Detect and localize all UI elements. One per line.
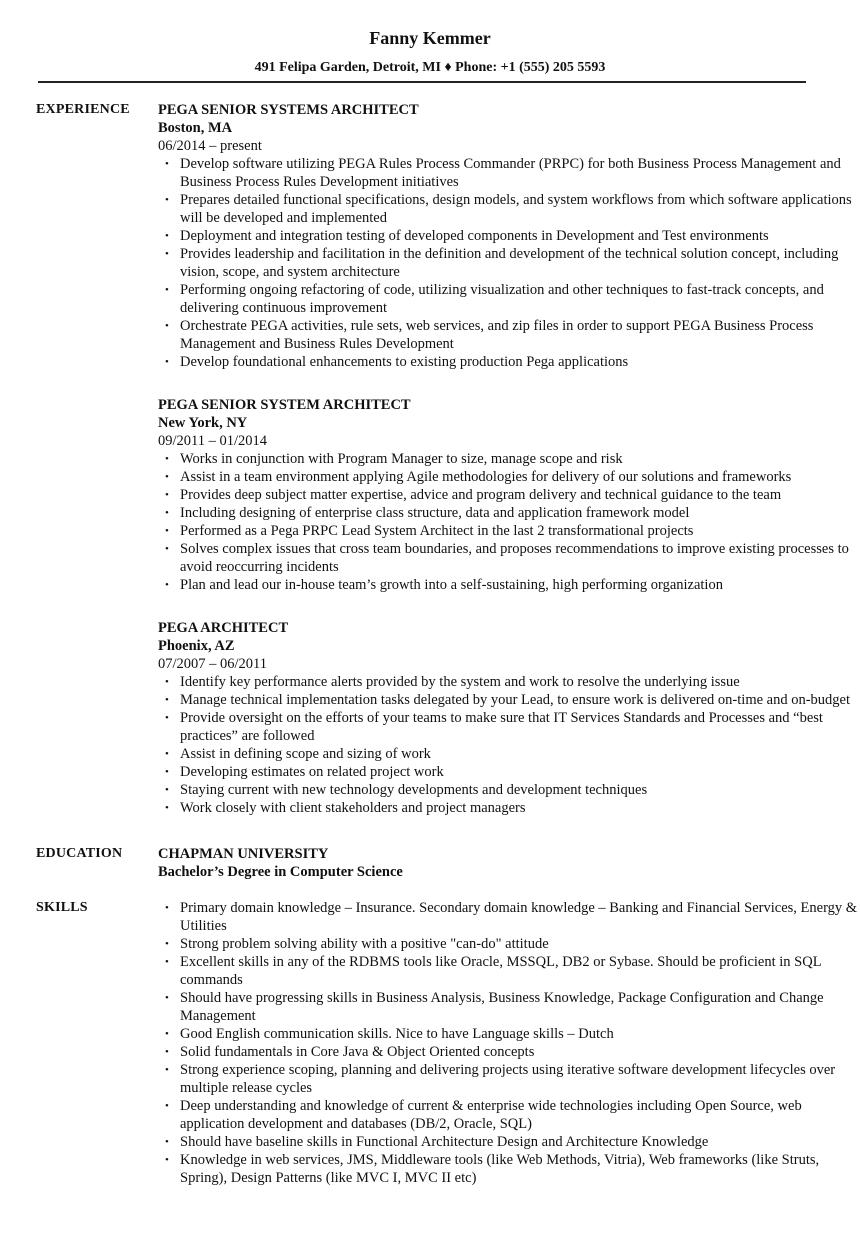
education-body: [158, 845, 860, 881]
job-bullets: [158, 155, 860, 371]
bullet-item: • Provides leadership and facilitation in the definition and development of the technical solution concept, including vision, scope, and system architecture: [158, 245, 860, 281]
bullet-item: • Assist in a team environment applying Agile methodologies for delivery of our solutions and frameworks: [158, 468, 860, 486]
degree: Bachelor’s Degree in Computer Science: [158, 864, 403, 880]
bullet-item: • Developing estimates on related project work: [158, 763, 860, 781]
bullet-item: • Manage technical implementation tasks delegated by your Lead, to ensure work is delivered on-time and on-budget: [158, 691, 860, 709]
job-dates: 09/2011 – 01/2014: [158, 433, 268, 449]
skills-body: [158, 899, 860, 1187]
bullet-item: • Develop software utilizing PEGA Rules Process Commander (PRPC) for both Business Process Management and Business Process Rules Development initiatives: [158, 155, 860, 191]
skill-item: • Knowledge in web services, JMS, Middleware tools (like Web Methods, Vitria), Web frameworks (like Struts, Spring), Design Patterns (like MVC I, MVC II etc): [158, 1151, 860, 1187]
job-entry: [158, 101, 860, 371]
skill-item: • Primary domain knowledge – Insurance. Secondary domain knowledge – Banking and Financial Services, Energy & Utilities: [158, 899, 860, 935]
school-name: CHAPMAN UNIVERSITY: [158, 846, 329, 862]
job-location: Boston, MA: [158, 120, 233, 136]
job-entry: [158, 619, 860, 817]
bullet-item: • Provides deep subject matter expertise, advice and program delivery and technical guidance to the team: [158, 486, 860, 504]
job-bullets: [158, 450, 860, 594]
bullet-item: • Orchestrate PEGA activities, rule sets, web services, and zip files in order to support PEGA Business Process Management and Business Rules Development: [158, 317, 860, 353]
contact-line: 491 Felipa Garden, Detroit, MI ♦ Phone: +1 (555) 205 5593: [254, 60, 606, 75]
bullet-item: • Identify key performance alerts provided by the system and work to resolve the underlying issue: [158, 673, 860, 691]
bullet-item: • Plan and lead our in-house team’s growth into a self-sustaining, high performing organization: [158, 576, 860, 594]
job-entry: [158, 396, 860, 594]
skills-heading: SKILLS: [36, 900, 88, 915]
bullet-item: • Prepares detailed functional specifications, design models, and system workflows from which software applications will be developed and implemented: [158, 191, 860, 227]
skills-list: [158, 899, 860, 1187]
job-bullets: [158, 673, 860, 817]
skills-section: [36, 899, 860, 1187]
education-heading: EDUCATION: [36, 846, 123, 861]
skill-item: • Strong problem solving ability with a positive "can-do" attitude: [158, 935, 860, 953]
skill-item: • Excellent skills in any of the RDBMS tools like Oracle, MSSQL, DB2 or Sybase. Should be proficient in SQL commands: [158, 953, 860, 989]
bullet-item: • Work closely with client stakeholders and project managers: [158, 799, 860, 817]
candidate-name: Fanny Kemmer: [369, 28, 491, 48]
skill-item: • Strong experience scoping, planning and delivering projects using iterative software development lifecycles over multiple release cycles: [158, 1061, 860, 1097]
bullet-item: • Develop foundational enhancements to existing production Pega applications: [158, 353, 860, 371]
job-location: New York, NY: [158, 415, 248, 431]
job-title: PEGA SENIOR SYSTEM ARCHITECT: [158, 397, 411, 413]
experience-body: [158, 101, 860, 817]
skill-item: • Should have baseline skills in Functional Architecture Design and Architecture Knowledge: [158, 1133, 860, 1151]
job-title: PEGA SENIOR SYSTEMS ARCHITECT: [158, 102, 419, 118]
job-title: PEGA ARCHITECT: [158, 620, 289, 636]
skill-item: • Should have progressing skills in Business Analysis, Business Knowledge, Package Configuration and Change Management: [158, 989, 860, 1025]
experience-section: [36, 101, 860, 817]
bullet-item: • Works in conjunction with Program Manager to size, manage scope and risk: [158, 450, 860, 468]
bullet-item: • Solves complex issues that cross team boundaries, and proposes recommendations to improve existing processes to avoid reoccurring incidents: [158, 540, 860, 576]
bullet-item: • Deployment and integration testing of developed components in Development and Test environments: [158, 227, 860, 245]
job-location: Phoenix, AZ: [158, 638, 235, 654]
job-dates: 07/2007 – 06/2011: [158, 656, 268, 672]
bullet-item: • Performing ongoing refactoring of code, utilizing visualization and other techniques to fast-track concepts, and delivering continuous improvement: [158, 281, 860, 317]
bullet-item: • Provide oversight on the efforts of your teams to make sure that IT Services Standards and Processes and “best practices” are followed: [158, 709, 860, 745]
education-section: [36, 845, 860, 881]
skill-item: • Solid fundamentals in Core Java & Object Oriented concepts: [158, 1043, 860, 1061]
bullet-item: • Assist in defining scope and sizing of work: [158, 745, 860, 763]
header-divider: [38, 81, 806, 83]
bullet-item: • Including designing of enterprise class structure, data and application framework model: [158, 504, 860, 522]
skill-item: • Good English communication skills. Nice to have Language skills – Dutch: [158, 1025, 860, 1043]
skill-item: • Deep understanding and knowledge of current & enterprise wide technologies including Open Source, web application development and databases (DB/2, Oracle, SQL): [158, 1097, 860, 1133]
job-dates: 06/2014 – present: [158, 138, 262, 154]
experience-heading: EXPERIENCE: [36, 102, 130, 117]
bullet-item: • Staying current with new technology developments and development techniques: [158, 781, 860, 799]
resume-header: [0, 0, 860, 77]
bullet-item: • Performed as a Pega PRPC Lead System Architect in the last 2 transformational projects: [158, 522, 860, 540]
